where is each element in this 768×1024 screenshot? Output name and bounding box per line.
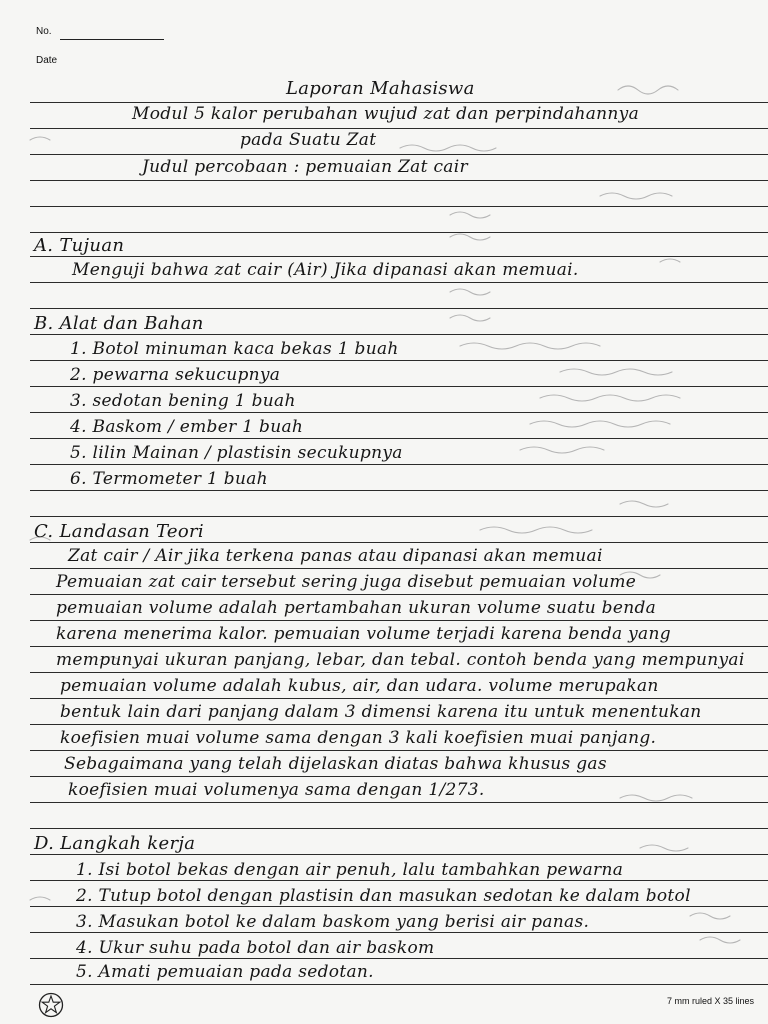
- ruled-line: [30, 490, 768, 491]
- step-item: 1. Isi botol bekas dengan air penuh, lalu tambahkan pewarna: [76, 860, 624, 880]
- ruled-line: [30, 672, 768, 673]
- list-item: 2. pewarna sekucupnya: [70, 365, 281, 385]
- date-label: Date: [36, 55, 58, 66]
- ruled-line: [30, 464, 768, 465]
- ruled-line: [30, 334, 768, 335]
- no-underline: [60, 39, 164, 40]
- ruled-line: [30, 698, 768, 699]
- ruled-line: [30, 412, 768, 413]
- ruled-line: [30, 646, 768, 647]
- paragraph-line: bentuk lain dari panjang dalam 3 dimensi karena itu untuk menentukan: [60, 702, 702, 722]
- ruled-line: [30, 802, 768, 803]
- ruled-line: [30, 776, 768, 777]
- step-item: 3. Masukan botol ke dalam baskom yang berisi air panas.: [76, 912, 590, 932]
- ruled-line: [30, 750, 768, 751]
- ruled-line: [30, 206, 768, 207]
- paragraph-line: pemuaian volume adalah pertambahan ukuran volume suatu benda: [56, 598, 657, 618]
- ruled-line: [30, 828, 768, 829]
- paragraph-line: karena menerima kalor. pemuaian volume terjadi karena benda yang: [56, 624, 671, 644]
- list-item: 4. Baskom / ember 1 buah: [70, 417, 304, 437]
- ruled-line: [30, 386, 768, 387]
- list-item: 1. Botol minuman kaca bekas 1 buah: [70, 339, 399, 359]
- section-a-heading: A. Tujuan: [34, 235, 125, 256]
- paragraph-line: Zat cair / Air jika terkena panas atau dipanasi akan memuai: [68, 546, 603, 566]
- section-d-heading: D. Langkah kerja: [34, 833, 196, 854]
- ruled-line: [30, 594, 768, 595]
- star-logo-icon: [38, 992, 64, 1018]
- ruled-line: [30, 542, 768, 543]
- step-item: 5. Amati pemuaian pada sedotan.: [76, 962, 374, 982]
- ruled-line: [30, 256, 768, 257]
- ruled-line: [30, 180, 768, 181]
- ruled-line: [30, 568, 768, 569]
- paragraph-line: mempunyai ukuran panjang, lebar, dan tebal. contoh benda yang mempunyai: [56, 650, 745, 670]
- ruled-line: [30, 958, 768, 959]
- ruled-line: [30, 620, 768, 621]
- ruled-line: [30, 360, 768, 361]
- ruled-line: [30, 438, 768, 439]
- module-title: Modul 5 kalor perubahan wujud zat dan perpindahannya: [132, 104, 640, 124]
- list-item: 3. sedotan bening 1 buah: [70, 391, 296, 411]
- step-item: 4. Ukur suhu pada botol dan air baskom: [76, 938, 435, 958]
- paragraph-line: pemuaian volume adalah kubus, air, dan udara. volume merupakan: [60, 676, 659, 696]
- ruled-line: [30, 516, 768, 517]
- list-item: 5. lilin Mainan / plastisin secukupnya: [70, 443, 403, 463]
- ruled-line: [30, 880, 768, 881]
- paragraph-line: Sebagaimana yang telah dijelaskan diatas bahwa khusus gas: [64, 754, 607, 774]
- ruled-line: [30, 282, 768, 283]
- ruled-line: [30, 232, 768, 233]
- ruled-line: [30, 854, 768, 855]
- paragraph-line: koefisien muai volumenya sama dengan 1/273.: [68, 780, 485, 800]
- ruled-line: [30, 154, 768, 155]
- module-title-continued: pada Suatu Zat: [240, 130, 377, 150]
- paragraph-line: Pemuaian zat cair tersebut sering juga disebut pemuaian volume: [56, 572, 637, 592]
- report-title: Laporan Mahasiswa: [286, 78, 475, 99]
- ruled-line: [30, 906, 768, 907]
- ruled-line: [30, 984, 768, 985]
- step-item: 2. Tutup botol dengan plastisin dan masukan sedotan ke dalam botol: [76, 886, 691, 906]
- section-a-text: Menguji bahwa zat cair (Air) Jika dipanasi akan memuai.: [72, 260, 579, 280]
- no-label: No.: [36, 26, 52, 37]
- section-c-heading: C. Landasan Teori: [34, 521, 204, 542]
- paragraph-line: koefisien muai volume sama dengan 3 kali koefisien muai panjang.: [60, 728, 657, 748]
- ruled-line: [30, 932, 768, 933]
- list-item: 6. Termometer 1 buah: [70, 469, 268, 489]
- ruled-line: [30, 724, 768, 725]
- ruled-line: [30, 128, 768, 129]
- experiment-title: Judul percobaan : pemuaian Zat cair: [142, 157, 468, 177]
- ruling-spec: 7 mm ruled X 35 lines: [666, 996, 754, 1006]
- ruled-line: [30, 102, 768, 103]
- ruled-line: [30, 308, 768, 309]
- section-b-heading: B. Alat dan Bahan: [34, 313, 204, 334]
